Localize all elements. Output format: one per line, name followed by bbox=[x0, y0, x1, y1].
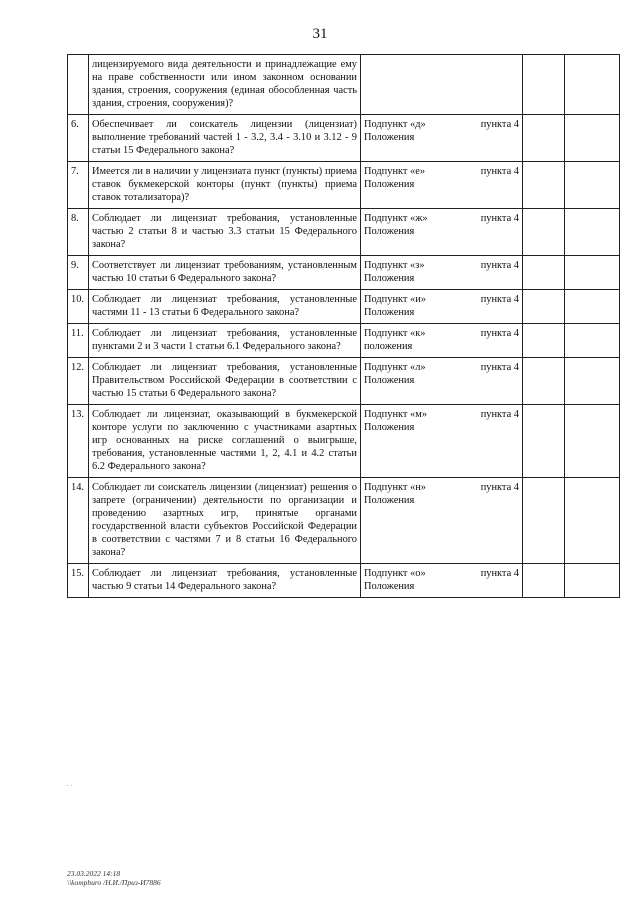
answer-cell bbox=[523, 324, 565, 358]
ref-point: пункта 4 bbox=[480, 166, 519, 177]
question-text: Соблюдает ли лицензиат требования, установленные частью 9 статьи 14 Федерального закона? bbox=[89, 564, 361, 598]
note-cell bbox=[565, 290, 620, 324]
answer-cell bbox=[523, 55, 565, 115]
table-row bbox=[68, 405, 620, 478]
table-row bbox=[68, 358, 620, 405]
table-row bbox=[68, 478, 620, 564]
ref-subpoint: Подпункт «м» bbox=[364, 409, 428, 420]
row-number: 12. bbox=[68, 358, 89, 405]
footer-date: 23.03.2022 14:18 bbox=[67, 869, 121, 878]
legal-reference bbox=[361, 162, 523, 209]
note-cell bbox=[565, 115, 620, 162]
legal-reference bbox=[361, 478, 523, 564]
question-text: Соблюдает ли лицензиат требования, установленные Правительством Российской Федерации в соответствии с частью 15 статьи 6 Федерального закона? bbox=[89, 358, 361, 405]
ref-subpoint: Подпункт «н» bbox=[364, 482, 427, 493]
ref-point: пункта 4 bbox=[480, 568, 519, 579]
page-number: 31 bbox=[312, 26, 328, 42]
note-cell bbox=[565, 405, 620, 478]
row-number: 10. bbox=[68, 290, 89, 324]
row-number: 7. bbox=[68, 162, 89, 209]
answer-cell bbox=[523, 209, 565, 256]
row-number: 11. bbox=[68, 324, 89, 358]
ref-point: пункта 4 bbox=[480, 119, 519, 130]
table-row bbox=[68, 209, 620, 256]
answer-cell bbox=[523, 405, 565, 478]
ref-document: Положения bbox=[364, 581, 415, 592]
question-text: Соответствует ли лицензиат требованиям, установленным частью 10 статьи 6 Федерального закона? bbox=[89, 256, 361, 290]
row-number: 14. bbox=[68, 478, 89, 564]
note-cell bbox=[565, 358, 620, 405]
ref-document: Положения bbox=[364, 422, 415, 433]
row-number: 8. bbox=[68, 209, 89, 256]
ref-point: пункта 4 bbox=[480, 328, 519, 339]
ref-subpoint: Подпункт «к» bbox=[364, 328, 426, 339]
legal-reference bbox=[361, 405, 523, 478]
legal-reference bbox=[361, 358, 523, 405]
answer-cell bbox=[523, 564, 565, 598]
ref-point: пункта 4 bbox=[480, 294, 519, 305]
note-cell bbox=[565, 478, 620, 564]
legal-reference bbox=[361, 115, 523, 162]
note-cell bbox=[565, 324, 620, 358]
checklist-table bbox=[67, 54, 620, 598]
answer-cell bbox=[523, 162, 565, 209]
ref-subpoint: Подпункт «о» bbox=[364, 568, 426, 579]
ref-point: пункта 4 bbox=[480, 260, 519, 271]
question-text: Имеется ли в наличии у лицензиата пункт (пункты) приема ставок букмекерской конторы (пункт (пункты) приема ставок тотализатора)? bbox=[89, 162, 361, 209]
ref-document: Положения bbox=[364, 132, 415, 143]
legal-reference bbox=[361, 209, 523, 256]
ref-subpoint: Подпункт «з» bbox=[364, 260, 425, 271]
legal-reference bbox=[361, 564, 523, 598]
legal-reference bbox=[361, 256, 523, 290]
row-number: 9. bbox=[68, 256, 89, 290]
ref-subpoint: Подпункт «е» bbox=[364, 166, 426, 177]
answer-cell bbox=[523, 290, 565, 324]
note-cell bbox=[565, 256, 620, 290]
row-number: 6. bbox=[68, 115, 89, 162]
ref-point: пункта 4 bbox=[480, 409, 519, 420]
ref-document: Положения bbox=[364, 495, 415, 506]
row-number: 15. bbox=[68, 564, 89, 598]
legal-reference bbox=[361, 290, 523, 324]
table-row bbox=[68, 115, 620, 162]
scan-dots: · · bbox=[66, 782, 73, 790]
legal-reference bbox=[361, 324, 523, 358]
footer bbox=[67, 869, 161, 887]
question-text: Обеспечивает ли соискатель лицензии (лицензиат) выполнение требований частей 1 - 3.2, 3.4 - 3.10 и 3.12 - 9 статьи 15 Федерального закона? bbox=[89, 115, 361, 162]
table-row bbox=[68, 55, 620, 115]
note-cell bbox=[565, 162, 620, 209]
row-number bbox=[68, 55, 89, 115]
answer-cell bbox=[523, 478, 565, 564]
footer-signature: \\kompburo /Н.И./Приз-И7886 bbox=[67, 878, 161, 887]
ref-document: Положения bbox=[364, 179, 415, 190]
ref-document: Положения bbox=[364, 307, 415, 318]
question-text: Соблюдает ли соискатель лицензии (лицензиат) решения о запрете (ограничении) деятельности по организации и проведению азартных игр, принятые органами государственной власти субъектов Российской Федерации в соответствии с частями 7 и 8 статьи 16 Федерального закона? bbox=[89, 478, 361, 564]
ref-subpoint: Подпункт «л» bbox=[364, 362, 426, 373]
ref-subpoint: Подпункт «и» bbox=[364, 294, 427, 305]
table-row bbox=[68, 162, 620, 209]
ref-document: положения bbox=[364, 341, 413, 352]
answer-cell bbox=[523, 358, 565, 405]
ref-subpoint: Подпункт «ж» bbox=[364, 213, 428, 224]
ref-point: пункта 4 bbox=[480, 213, 519, 224]
row-number: 13. bbox=[68, 405, 89, 478]
question-text: Соблюдает ли лицензиат требования, установленные частями 11 - 13 статьи 6 Федерального закона? bbox=[89, 290, 361, 324]
table-row bbox=[68, 324, 620, 358]
question-text: Соблюдает ли лицензиат требования, установленные пунктами 2 и 3 части 1 статьи 6.1 Федерального закона? bbox=[89, 324, 361, 358]
legal-reference bbox=[361, 55, 523, 115]
question-text: лицензируемого вида деятельности и принадлежащие ему на праве собственности или ином законном основании здания, строения, сооружения (единая обособленная часть здания, строения, сооружения)? bbox=[89, 55, 361, 115]
ref-document: Положения bbox=[364, 273, 415, 284]
note-cell bbox=[565, 209, 620, 256]
ref-document: Положения bbox=[364, 375, 415, 386]
ref-document: Положения bbox=[364, 226, 415, 237]
answer-cell bbox=[523, 256, 565, 290]
ref-subpoint: Подпункт «д» bbox=[364, 119, 426, 130]
ref-point: пункта 4 bbox=[480, 362, 519, 373]
question-text: Соблюдает ли лицензиат требования, установленные частью 2 статьи 8 и частью 3.3 статьи 15 Федерального закона? bbox=[89, 209, 361, 256]
note-cell bbox=[565, 55, 620, 115]
table-row bbox=[68, 256, 620, 290]
note-cell bbox=[565, 564, 620, 598]
answer-cell bbox=[523, 115, 565, 162]
ref-point: пункта 4 bbox=[480, 482, 519, 493]
question-text: Соблюдает ли лицензиат, оказывающий в букмекерской конторе услуги по заключению с участниками азартных игр основанных на риске соглашений о выигрыше, требования, установленные частями 1, 2, 4.1 и 4.2 статьи 6.2 Федерального закона? bbox=[89, 405, 361, 478]
table-row bbox=[68, 564, 620, 598]
table-row bbox=[68, 290, 620, 324]
